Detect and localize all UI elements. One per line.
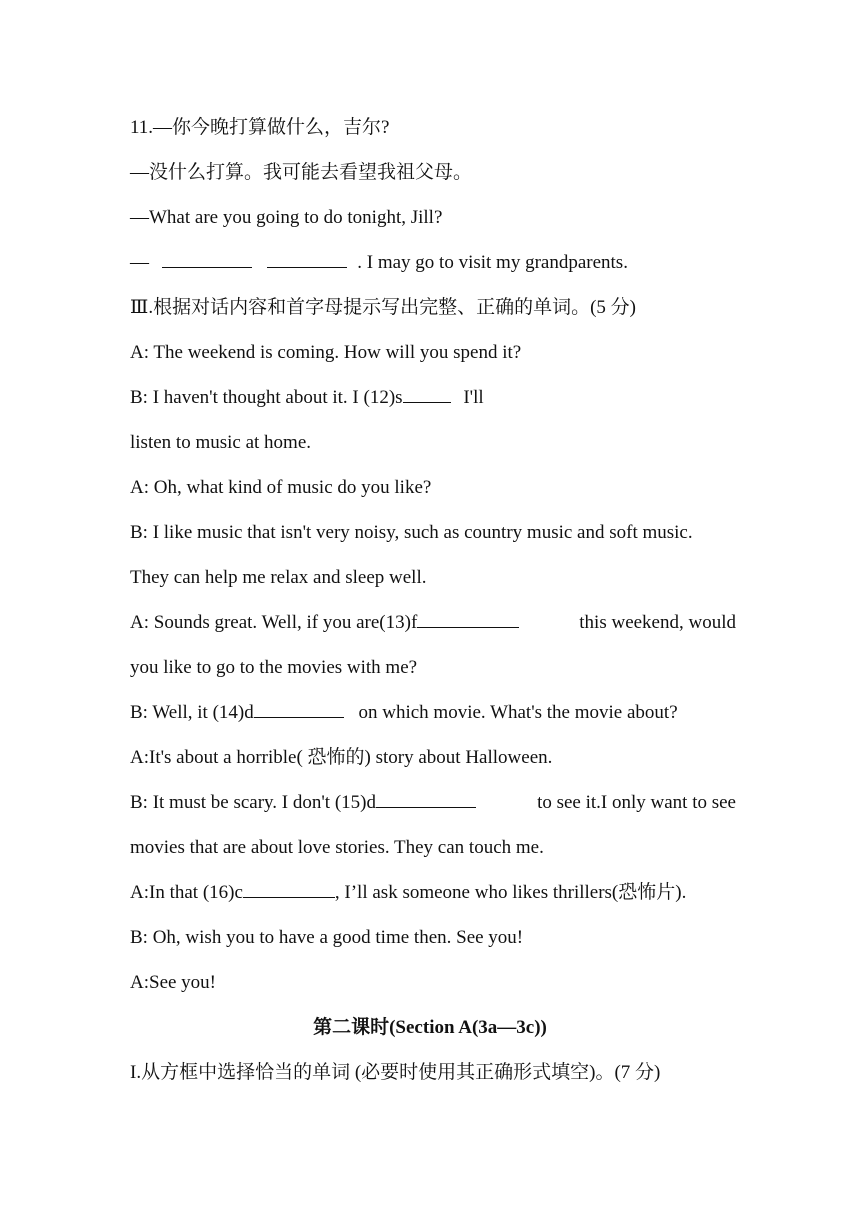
answer-blank-2[interactable] [267, 251, 347, 268]
dialogue-text: to see it.I only want to see [537, 792, 736, 813]
dialogue-line-10: A:It's about a horrible( 恐怖的) story about Halloween. [130, 747, 553, 768]
lesson-2-heading: 第二课时(Section A(3a—3c)) [313, 1017, 547, 1038]
dialogue-text: B: Well, it (14)d [130, 702, 254, 723]
dialogue-line-13 [130, 881, 686, 905]
dialogue-line-5: B: I like music that isn't very noisy, such as country music and soft music. [130, 522, 693, 543]
dialogue-line-6: They can help me relax and sleep well. [130, 567, 427, 588]
dialogue-text: A:In that (16)c [130, 882, 243, 903]
answer-blank-1[interactable] [162, 251, 252, 268]
answer-dash: — [130, 252, 149, 273]
dialogue-line-11 [130, 791, 736, 815]
q11-chinese-answer: —没什么打算。我可能去看望我祖父母。 [130, 162, 473, 183]
answer-suffix: . I may go to visit my grandparents. [357, 252, 628, 273]
dialogue-line-3: listen to music at home. [130, 432, 312, 453]
blank-15[interactable] [376, 791, 476, 808]
q11-english-question: —What are you going to do tonight, Jill? [130, 207, 443, 228]
dialogue-line-8: you like to go to the movies with me? [130, 657, 418, 678]
dialogue-text: on which movie. What's the movie about? [358, 702, 678, 723]
dialogue-line-14: B: Oh, wish you to have a good time then. See you! [130, 927, 524, 948]
dialogue-line-1: A: The weekend is coming. How will you spend it? [130, 342, 522, 363]
q11-chinese-question: 11.—你今晚打算做什么，吉尔? [130, 117, 390, 138]
dialogue-text: B: It must be scary. I don't (15)d [130, 792, 376, 813]
dialogue-text: , I’ll ask someone who likes thrillers(恐怖片). [334, 882, 687, 903]
dialogue-text: B: I haven't thought about it. I (12)s [130, 387, 403, 408]
q11-english-answer [130, 251, 628, 275]
blank-13[interactable] [417, 611, 519, 628]
dialogue-text: this weekend, would [579, 612, 736, 633]
blank-12[interactable] [403, 386, 451, 403]
dialogue-line-4: A: Oh, what kind of music do you like? [130, 477, 432, 498]
dialogue-line-9 [130, 701, 678, 725]
dialogue-line-2 [130, 386, 484, 410]
blank-16[interactable] [243, 881, 335, 898]
section-3-title: Ⅲ.根据对话内容和首字母提示写出完整、正确的单词。(5 分) [130, 297, 636, 318]
lesson-2-instruction: I.从方框中选择恰当的单词 (必要时使用其正确形式填空)。(7 分) [130, 1062, 661, 1083]
blank-14[interactable] [254, 701, 344, 718]
dialogue-text: A: Sounds great. Well, if you are(13)f [130, 612, 418, 633]
dialogue-line-7 [130, 611, 736, 635]
dialogue-line-15: A:See you! [130, 972, 217, 993]
dialogue-line-12: movies that are about love stories. They can touch me. [130, 837, 544, 858]
dialogue-text: I'll [463, 387, 484, 408]
